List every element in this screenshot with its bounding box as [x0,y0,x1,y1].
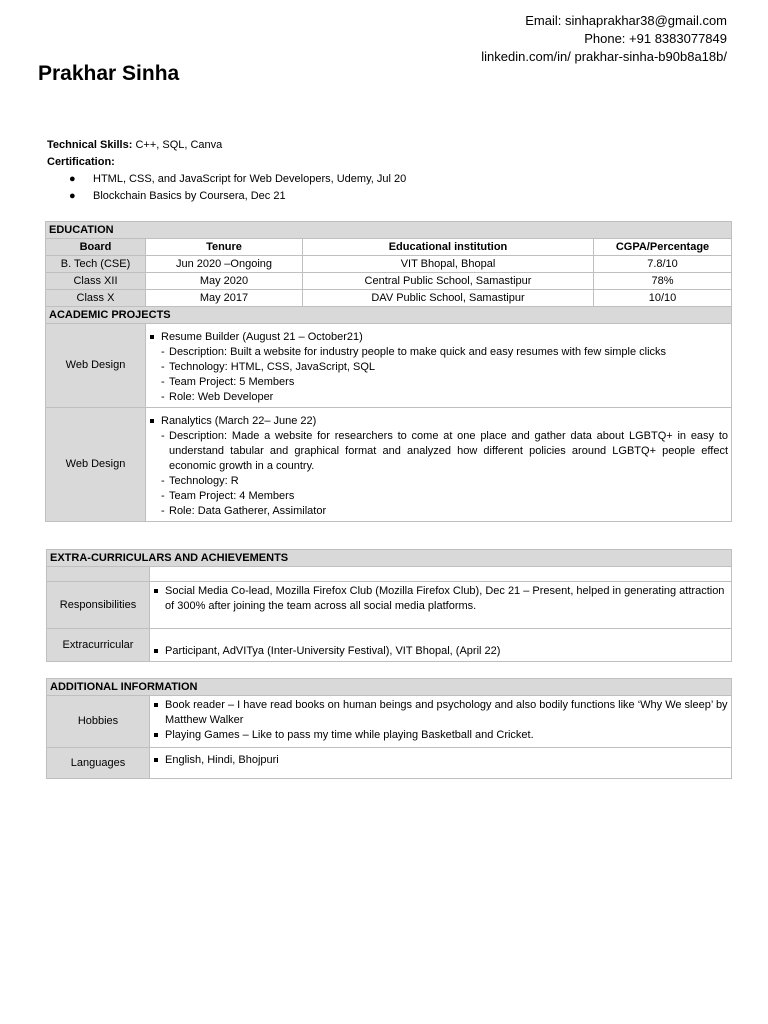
table-row [47,629,732,662]
institution-cell: Central Public School, Samastipur [303,273,594,290]
column-header: Educational institution [303,239,594,256]
square-bullet-icon [154,733,158,737]
project-detail: - Technology: R [161,475,239,487]
table-row [47,748,732,779]
extracurricular-label: Extracurricular [47,629,150,662]
board-cell: Class X [46,290,146,307]
responsibilities-label: Responsibilities [47,582,150,629]
technical-skills-value: C++, SQL, Canva [132,139,223,151]
institution-cell: DAV Public School, Samastipur [303,290,594,307]
extracurriculars-table [46,549,732,662]
square-bullet-icon [154,649,158,653]
project-detail: - Description: Built a website for industry people to make quick and easy resumes with few simple clicks [161,346,667,358]
extracurricular-item: Participant, AdVITya (Inter-University Festival), VIT Bhopal, (April 22) [153,644,728,659]
project-details [146,324,732,408]
technical-skills-label: Technical Skills: [47,139,133,151]
hobbies-label: Hobbies [47,696,150,748]
bullet-icon: ● [69,173,76,185]
tenure-cell: May 2017 [146,290,303,307]
phone: Phone: +91 8383077849 [584,31,727,46]
certification-list [47,171,727,205]
certification-item: ● Blockchain Basics by Coursera, Dec 21 [47,188,727,205]
project-title: Resume Builder (August 21 – October21) [149,330,728,345]
institution-cell: VIT Bhopal, Bhopal [303,256,594,273]
additional-info-header: ADDITIONAL INFORMATION [47,679,732,696]
tenure-cell: May 2020 [146,273,303,290]
project-label: Web Design [46,324,146,408]
project-detail: - Description: Made a website for researchers to come at one place and gather data about LGBTQ+ in easy to understand tabular and graphical format and analyzed how different policies around LGBTQ+ people effect economic growth in a country. [161,430,729,472]
tenure-cell: Jun 2020 –Ongoing [146,256,303,273]
project-detail: - Role: Web Developer [161,391,274,403]
responsibility-item: Social Media Co-lead, Mozilla Firefox Club (Mozilla Firefox Club), Dec 21 – Present, helped in generating attraction of 300% after joining the team across all social media platforms. [153,584,728,614]
project-detail: - Team Project: 5 Members [161,376,295,388]
score-cell: 10/10 [594,290,732,307]
project-detail: - Technology: HTML, CSS, JavaScript, SQL [161,361,376,373]
projects-header: ACADEMIC PROJECTS [46,307,732,324]
technical-skills [47,137,727,154]
column-header: Tenure [146,239,303,256]
additional-info-table [46,678,732,779]
square-bullet-icon [150,335,154,339]
square-bullet-icon [154,703,158,707]
table-row [47,696,732,748]
candidate-name: Prakhar Sinha [38,62,180,85]
certification-label: Certification: [47,156,115,168]
board-cell: B. Tech (CSE) [46,256,146,273]
table-row [46,256,732,273]
languages-label: Languages [47,748,150,779]
square-bullet-icon [150,419,154,423]
certification-item: ● HTML, CSS, and JavaScript for Web Developers, Udemy, Jul 20 [47,171,727,188]
column-header: CGPA/Percentage [594,239,732,256]
table-row [46,290,732,307]
square-bullet-icon [154,758,158,762]
project-title: Ranalytics (March 22– June 22) [149,414,728,429]
project-row [46,324,732,408]
table-row [46,273,732,290]
project-detail: - Role: Data Gatherer, Assimilator [161,505,327,517]
project-details [146,408,732,522]
column-header: Board [46,239,146,256]
square-bullet-icon [154,589,158,593]
email[interactable]: Email: sinhaprakhar38@gmail.com [525,13,727,28]
bullet-icon: ● [69,190,76,202]
skills-section [47,137,727,205]
contact-info [481,12,727,66]
project-row [46,408,732,522]
linkedin-link[interactable]: linkedin.com/in/ prakhar-sinha-b90b8a18b/ [481,49,727,64]
table-row [47,582,732,629]
score-cell: 78% [594,273,732,290]
languages-item: English, Hindi, Bhojpuri [153,753,728,768]
education-projects-table [45,221,732,522]
project-detail: - Team Project: 4 Members [161,490,295,502]
project-label: Web Design [46,408,146,522]
score-cell: 7.8/10 [594,256,732,273]
hobby-item: Playing Games – Like to pass my time while playing Basketball and Cricket. [153,728,728,743]
extracurriculars-header: EXTRA-CURRICULARS AND ACHIEVEMENTS [47,550,732,567]
education-header: EDUCATION [46,222,732,239]
hobby-item: Book reader – I have read books on human beings and psychology and also bodily functions like ‘Why We sleep’ by Matthew Walker [153,698,728,728]
board-cell: Class XII [46,273,146,290]
